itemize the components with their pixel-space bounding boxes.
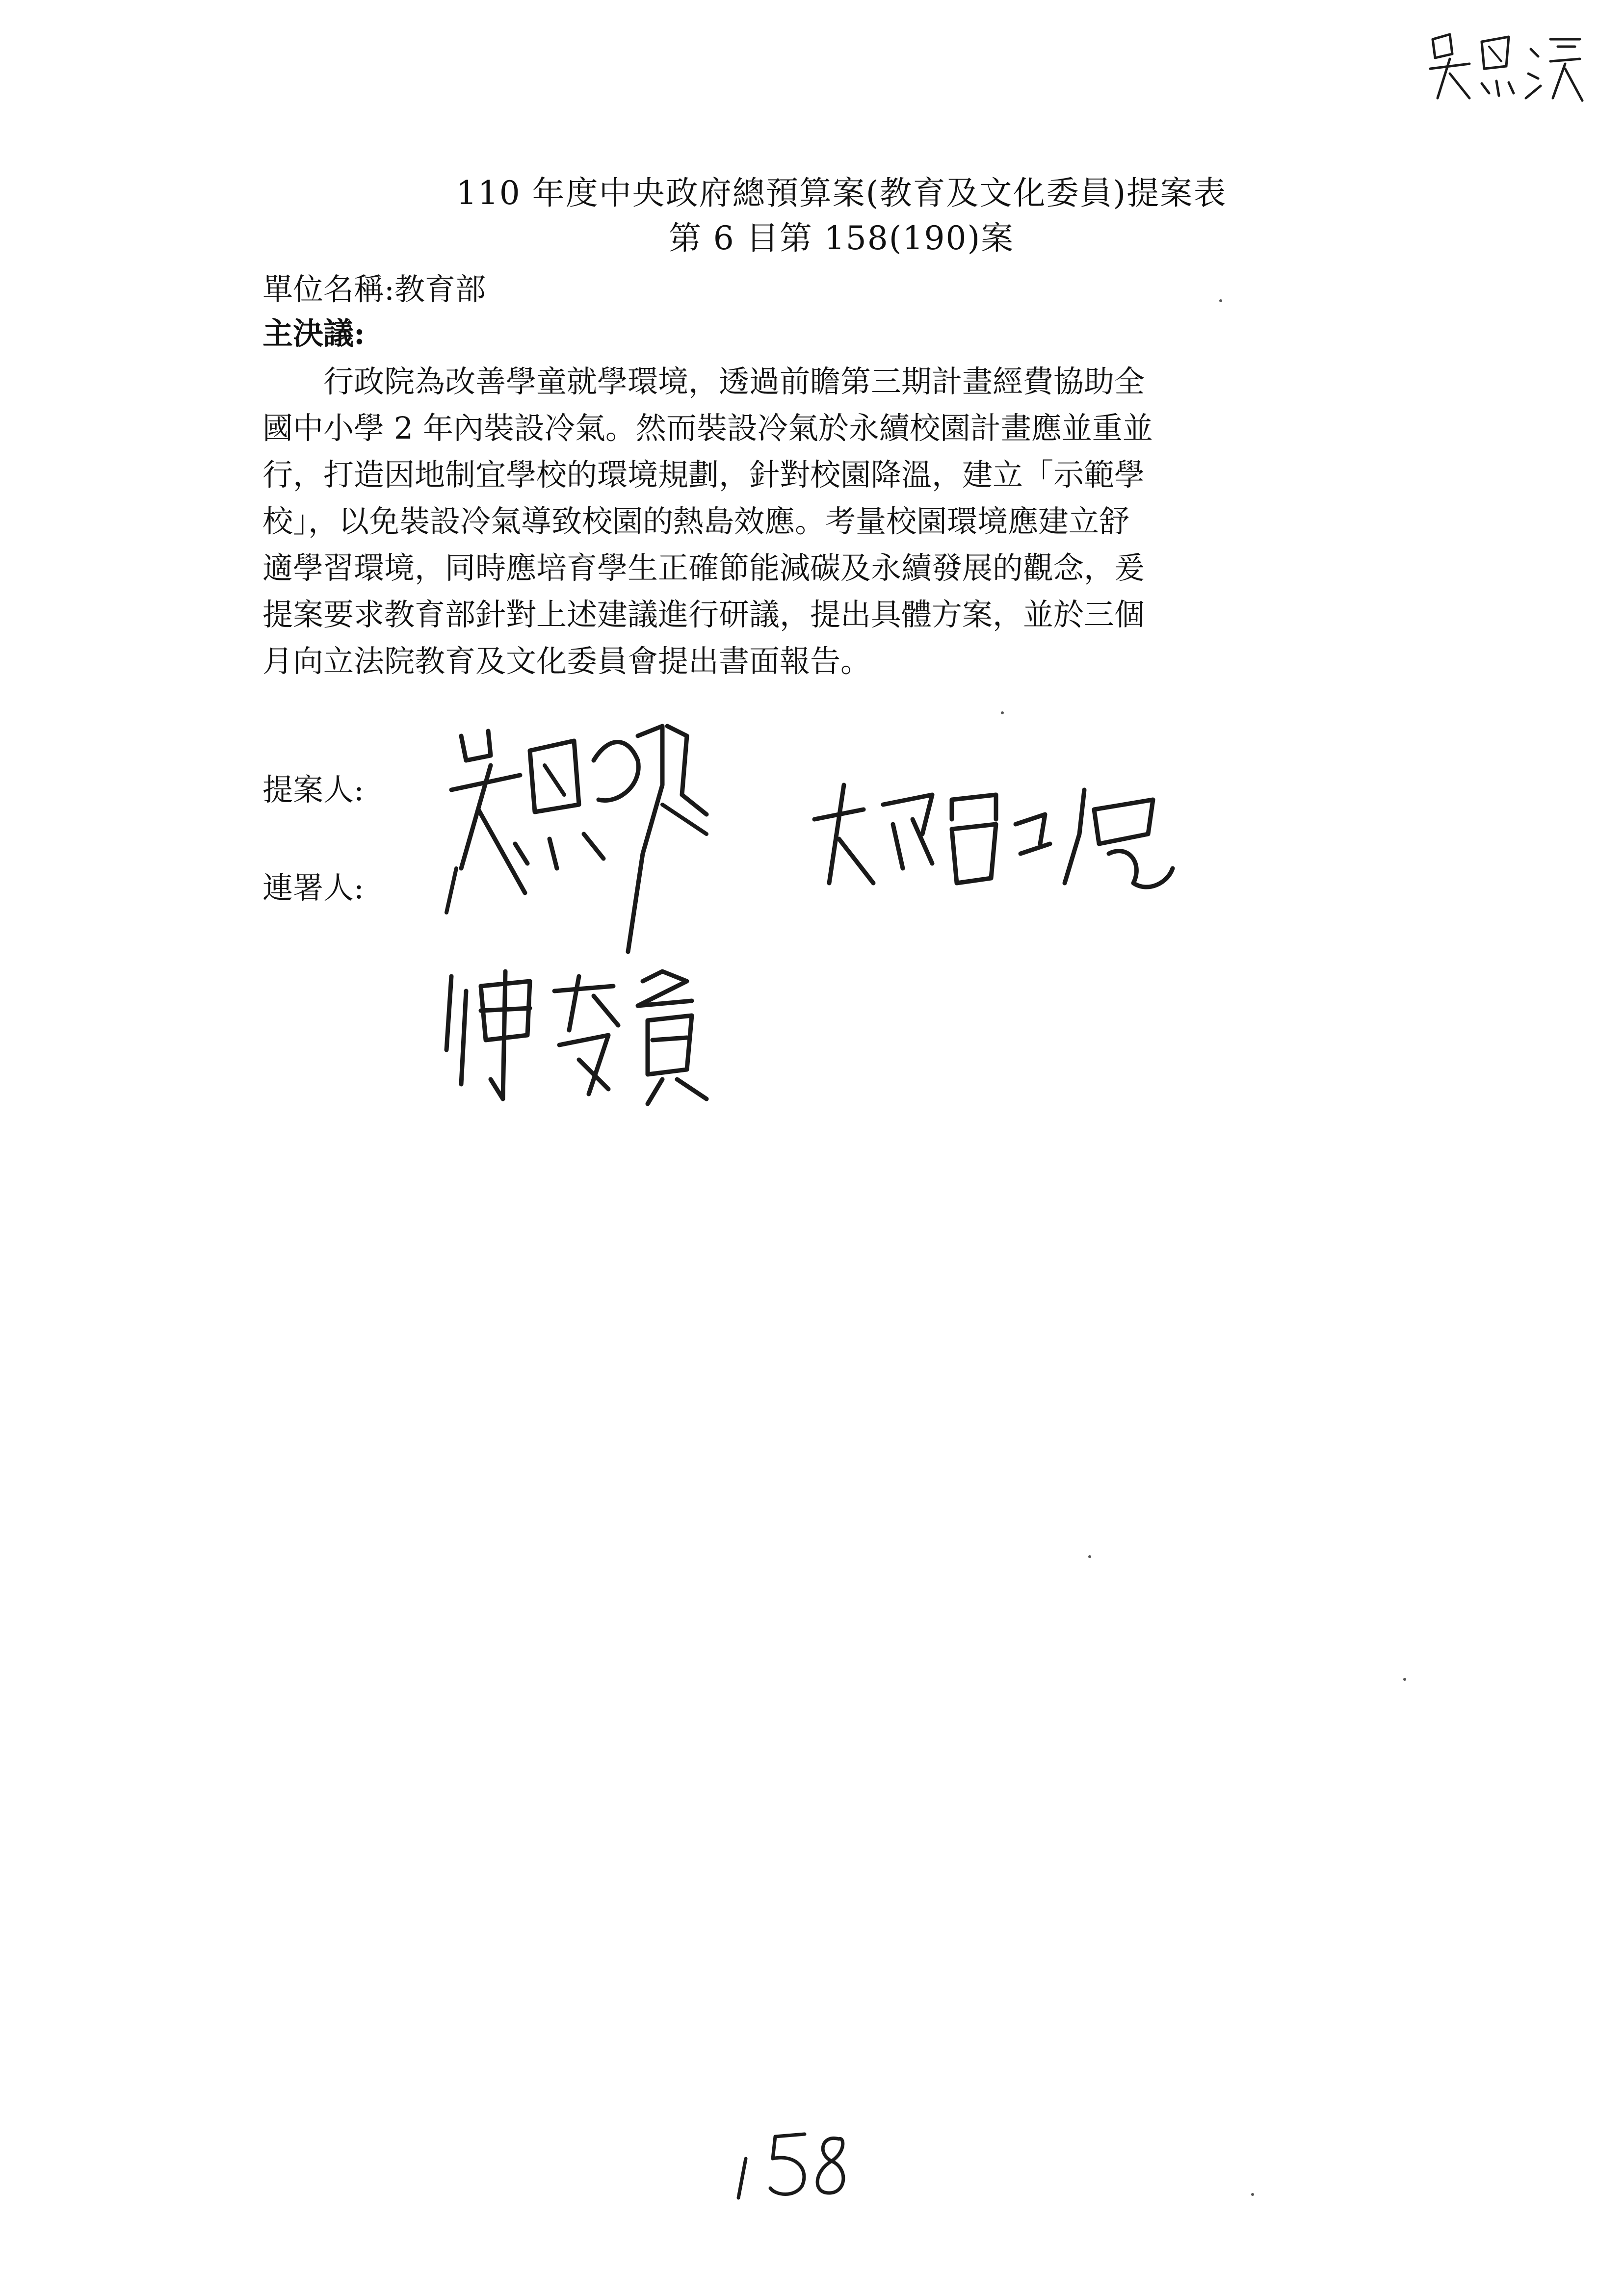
body-line: 行政院為改善學童就學環境，透過前瞻第三期計畫經費協助全 bbox=[323, 364, 1145, 399]
scan-speck bbox=[1088, 1555, 1091, 1558]
cosigner-signature bbox=[432, 962, 765, 1109]
proposer-label: 提案人: bbox=[262, 772, 364, 808]
scan-speck bbox=[1251, 2193, 1254, 2196]
body-line: 提案要求教育部針對上述建議進行研議，提出具體方案，並於三個 bbox=[262, 597, 1145, 632]
form-title: 110 年度中央政府總預算案(教育及文化委員)提案表 bbox=[456, 174, 1227, 212]
page-number bbox=[726, 2124, 864, 2203]
corner-signature bbox=[1423, 20, 1590, 108]
case-number: 第 6 目第 158(190)案 bbox=[668, 219, 1015, 257]
body-line: 適學習環境，同時應培育學生正確節能減碳及永續發展的觀念，爰 bbox=[262, 550, 1145, 586]
body-line: 校」，以免裝設冷氣導致校園的熱島效應。考量校園環境應建立舒 bbox=[262, 503, 1130, 539]
resolution-heading: 主決議: bbox=[262, 315, 365, 351]
body-line: 行，打造因地制宜學校的環境規劃，針對校園降溫，建立「示範學 bbox=[262, 457, 1145, 493]
resolution-body bbox=[262, 358, 1379, 684]
unit-name: 單位名稱:教育部 bbox=[262, 271, 486, 307]
body-line: 月向立法院教育及文化委員會提出書面報告。 bbox=[262, 643, 871, 679]
cosigner-label: 連署人: bbox=[262, 870, 364, 906]
handwritten-signatures bbox=[432, 706, 1266, 981]
scan-speck bbox=[1403, 1678, 1406, 1681]
body-line: 國中小學 2 年內裝設冷氣。然而裝設冷氣於永續校園計畫應並重並 bbox=[262, 410, 1153, 446]
scan-speck bbox=[1219, 299, 1222, 302]
scan-speck bbox=[1001, 711, 1004, 714]
